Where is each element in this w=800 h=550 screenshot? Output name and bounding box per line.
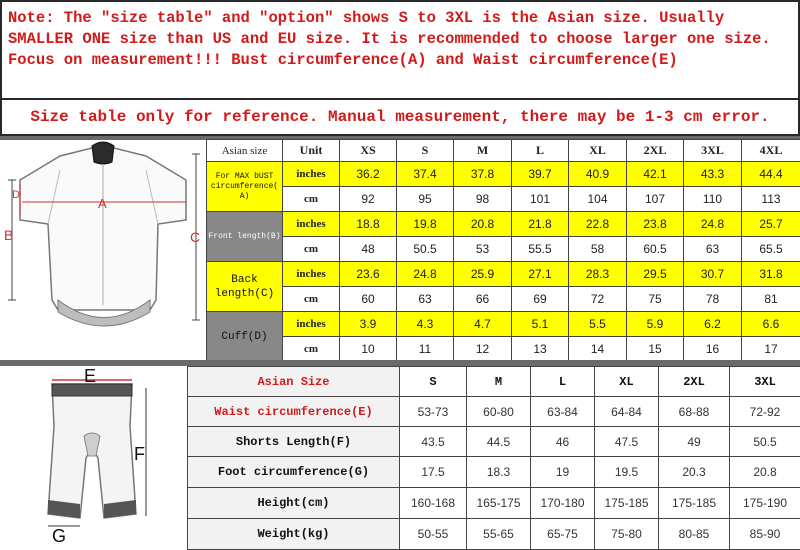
header-size: XS [340,140,397,162]
value-cell: 11 [397,337,454,362]
value-cell: 92 [340,187,397,212]
value-cell: 29.5 [627,262,684,287]
header-size: L [512,140,569,162]
value-cell: 30.7 [684,262,742,287]
header-size: S [400,367,467,397]
table-row [207,287,800,312]
value-cell: 46 [531,427,595,457]
value-cell: 5.1 [512,312,569,337]
header-size: 2XL [627,140,684,162]
header-size: XL [569,140,627,162]
row-label-bust: For MAX bUST circumference( A) [207,162,283,212]
value-cell: 175-185 [659,487,730,518]
value-cell: 43.5 [400,427,467,457]
header-unit: Unit [283,140,340,162]
header-size: L [531,367,595,397]
row-label-front-length: Front length(B) [207,212,283,262]
value-cell: 95 [397,187,454,212]
value-cell: 27.1 [512,262,569,287]
value-cell: 64-84 [595,397,659,427]
header-size: M [454,140,512,162]
row-label-cuff: Cuff(D) [207,312,283,362]
row-label-foot-circumference: Foot circumference(G) [188,457,400,487]
value-cell: 20.3 [659,457,730,487]
value-cell: 13 [512,337,569,362]
value-cell: 23.6 [340,262,397,287]
value-cell: 24.8 [397,262,454,287]
value-cell: 15 [627,337,684,362]
value-cell: 17 [742,337,800,362]
value-cell: 175-190 [730,487,800,518]
row-label-height: Height(cm) [188,487,400,518]
value-cell: 63 [397,287,454,312]
value-cell: 175-185 [595,487,659,518]
value-cell: 48 [340,237,397,262]
value-cell: 165-175 [467,487,531,518]
header-size: 4XL [742,140,800,162]
value-cell: 18.8 [340,212,397,237]
value-cell: 17.5 [400,457,467,487]
value-cell: 75 [627,287,684,312]
value-cell: 72 [569,287,627,312]
table-row [188,397,800,427]
header-size: 3XL [730,367,800,397]
value-cell: 50.5 [397,237,454,262]
table-row [207,162,800,187]
unit-cell: inches [283,162,340,187]
value-cell: 65.5 [742,237,800,262]
value-cell: 40.9 [569,162,627,187]
value-cell: 60 [340,287,397,312]
row-label-back-length: Back length(C) [207,262,283,312]
value-cell: 60-80 [467,397,531,427]
value-cell: 72-92 [730,397,800,427]
value-cell: 101 [512,187,569,212]
value-cell: 42.1 [627,162,684,187]
label-b: B [4,227,14,243]
label-e: E [84,366,97,386]
value-cell: 60.5 [627,237,684,262]
table-row [188,457,800,487]
value-cell: 36.2 [340,162,397,187]
header-size: S [397,140,454,162]
unit-cell: cm [283,187,340,212]
value-cell: 63 [684,237,742,262]
value-cell: 53-73 [400,397,467,427]
value-cell: 104 [569,187,627,212]
value-cell: 49 [659,427,730,457]
value-cell: 3.9 [340,312,397,337]
value-cell: 63-84 [531,397,595,427]
value-cell: 37.4 [397,162,454,187]
note-line-focus: Focus on measurement!!! Bust circumference(A) and Waist circumference(E) [8,51,678,69]
value-cell: 160-168 [400,487,467,518]
table-row [207,212,800,237]
value-cell: 81 [742,287,800,312]
unit-cell: cm [283,237,340,262]
value-cell: 21.8 [512,212,569,237]
value-cell: 85-90 [730,518,800,549]
value-cell: 23.8 [627,212,684,237]
value-cell: 80-85 [659,518,730,549]
value-cell: 5.9 [627,312,684,337]
value-cell: 69 [512,287,569,312]
table-row [188,427,800,457]
value-cell: 50-55 [400,518,467,549]
row-label-shorts-length: Shorts Length(F) [188,427,400,457]
value-cell: 44.5 [467,427,531,457]
table-row [207,262,800,287]
shorts-size-table [187,366,800,550]
value-cell: 28.3 [569,262,627,287]
value-cell: 98 [454,187,512,212]
value-cell: 170-180 [531,487,595,518]
table-row [207,337,800,362]
reference-note: Size table only for reference. Manual measurement, there may be 1-3 cm error. [0,100,800,136]
unit-cell: inches [283,312,340,337]
value-cell: 78 [684,287,742,312]
value-cell: 50.5 [730,427,800,457]
header-size: 3XL [684,140,742,162]
value-cell: 43.3 [684,162,742,187]
table-row [207,187,800,212]
value-cell: 31.8 [742,262,800,287]
value-cell: 19 [531,457,595,487]
unit-cell: inches [283,212,340,237]
unit-cell: cm [283,287,340,312]
value-cell: 107 [627,187,684,212]
value-cell: 18.3 [467,457,531,487]
value-cell: 75-80 [595,518,659,549]
value-cell: 24.8 [684,212,742,237]
value-cell: 16 [684,337,742,362]
value-cell: 19.8 [397,212,454,237]
value-cell: 44.4 [742,162,800,187]
value-cell: 12 [454,337,512,362]
table-row [188,487,800,518]
value-cell: 47.5 [595,427,659,457]
row-label-waist: Waist circumference(E) [188,397,400,427]
header-size: 2XL [659,367,730,397]
size-note [0,0,800,100]
unit-cell: inches [283,262,340,287]
value-cell: 6.2 [684,312,742,337]
note-line-asian-size: Note: The "size table" and "option" shows S to 3XL is the Asian size. Usually SMALLER ONE size than US and EU size. It is recommended to choose larger one size. [8,9,771,48]
value-cell: 55-65 [467,518,531,549]
value-cell: 66 [454,287,512,312]
value-cell: 20.8 [454,212,512,237]
jersey-size-table [206,139,800,362]
value-cell: 113 [742,187,800,212]
shorts-diagram [0,366,186,550]
row-label-weight: Weight(kg) [188,518,400,549]
value-cell: 53 [454,237,512,262]
jersey-diagram [0,140,206,360]
value-cell: 19.5 [595,457,659,487]
table-row [207,312,800,337]
value-cell: 55.5 [512,237,569,262]
value-cell: 37.8 [454,162,512,187]
value-cell: 10 [340,337,397,362]
value-cell: 6.6 [742,312,800,337]
table-row [207,237,800,262]
value-cell: 68-88 [659,397,730,427]
value-cell: 25.9 [454,262,512,287]
value-cell: 4.3 [397,312,454,337]
label-g: G [52,526,67,546]
label-a: A [98,196,107,211]
header-size: M [467,367,531,397]
value-cell: 20.8 [730,457,800,487]
value-cell: 5.5 [569,312,627,337]
value-cell: 14 [569,337,627,362]
value-cell: 58 [569,237,627,262]
label-d: D [12,189,20,201]
value-cell: 39.7 [512,162,569,187]
value-cell: 25.7 [742,212,800,237]
label-f: F [134,444,145,464]
header-asian-size: Asian Size [188,367,400,397]
value-cell: 65-75 [531,518,595,549]
header-asian-size: Asian size [207,140,283,162]
header-size: XL [595,367,659,397]
value-cell: 22.8 [569,212,627,237]
table-row [188,518,800,549]
label-c: C [190,229,201,245]
value-cell: 110 [684,187,742,212]
unit-cell: cm [283,337,340,362]
value-cell: 4.7 [454,312,512,337]
